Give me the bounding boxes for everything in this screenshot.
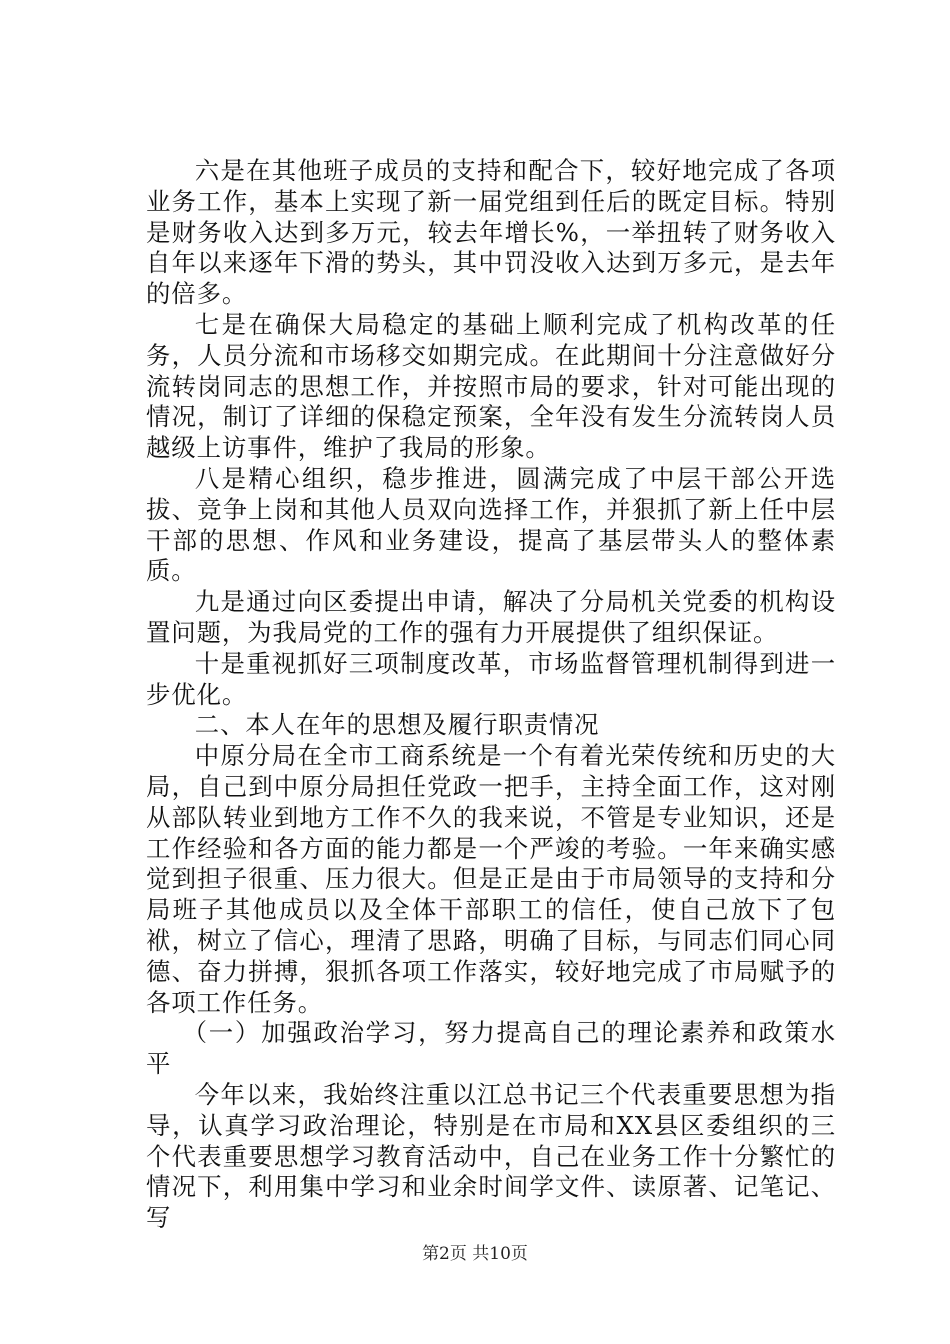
paragraph-item-eight: 八是精心组织，稳步推进，圆满完成了中层干部公开选拔、竞争上岗和其他人员双向选择工作，并狠抓了新上任中层干部的思想、作风和业务建设，提高了基层带头人的整体素质。 bbox=[146, 463, 836, 586]
paragraph-study: 今年以来，我始终注重以江总书记三个代表重要思想为指导，认真学习政治理论，特别是在市局和XX县区委组织的三个代表重要思想学习教育活动中，自己在业务工作十分繁忙的情况下，利用集中学习和业余时间学文件、读原著、记笔记、写 bbox=[146, 1079, 836, 1233]
document-body bbox=[146, 156, 836, 1234]
page-indicator: 第2页 共10页 bbox=[422, 1244, 528, 1264]
paragraph-item-seven: 七是在确保大局稳定的基础上顺利完成了机构改革的任务，人员分流和市场移交如期完成。在此期间十分注意做好分流转岗同志的思想工作，并按照市局的要求，针对可能出现的情况，制订了详细的保稳定预案，全年没有发生分流转岗人员越级上访事件，维护了我局的形象。 bbox=[146, 309, 836, 463]
paragraph-item-nine: 九是通过向区委提出申请，解决了分局机关党委的机构设置问题，为我局党的工作的强有力开展提供了组织保证。 bbox=[146, 587, 836, 647]
subsection-heading: （一）加强政治学习，努力提高自己的理论素养和政策水平 bbox=[146, 1018, 836, 1079]
paragraph-item-ten: 十是重视抓好三项制度改革，市场监督管理机制得到进一步优化。 bbox=[146, 648, 836, 709]
paragraph-item-six: 六是在其他班子成员的支持和配合下，较好地完成了各项业务工作，基本上实现了新一届党组到任后的既定目标。特别是财务收入达到多万元，较去年增长%，一举扭转了财务收入自年以来逐年下滑的势头，其中罚没收入达到万多元，是去年的倍多。 bbox=[146, 156, 836, 309]
paragraph-section-intro: 中原分局在全市工商系统是一个有着光荣传统和历史的大局，自己到中原分局担任党政一把手，主持全面工作，这对刚从部队转业到地方工作不久的我来说，不管是专业知识，还是工作经验和各方面的能力都是一个严竣的考验。一年来确实感觉到担子很重、压力很大。但是正是由于市局领导的支持和分局班子其他成员以及全体干部职工的信任，使自己放下了包袱，树立了信心，理清了思路，明确了目标，与同志们同心同德、奋力拼搏，狠抓各项工作落实，较好地完成了市局赋予的各项工作任务。 bbox=[146, 741, 836, 1017]
section-heading: 二、本人在年的思想及履行职责情况 bbox=[194, 710, 600, 740]
